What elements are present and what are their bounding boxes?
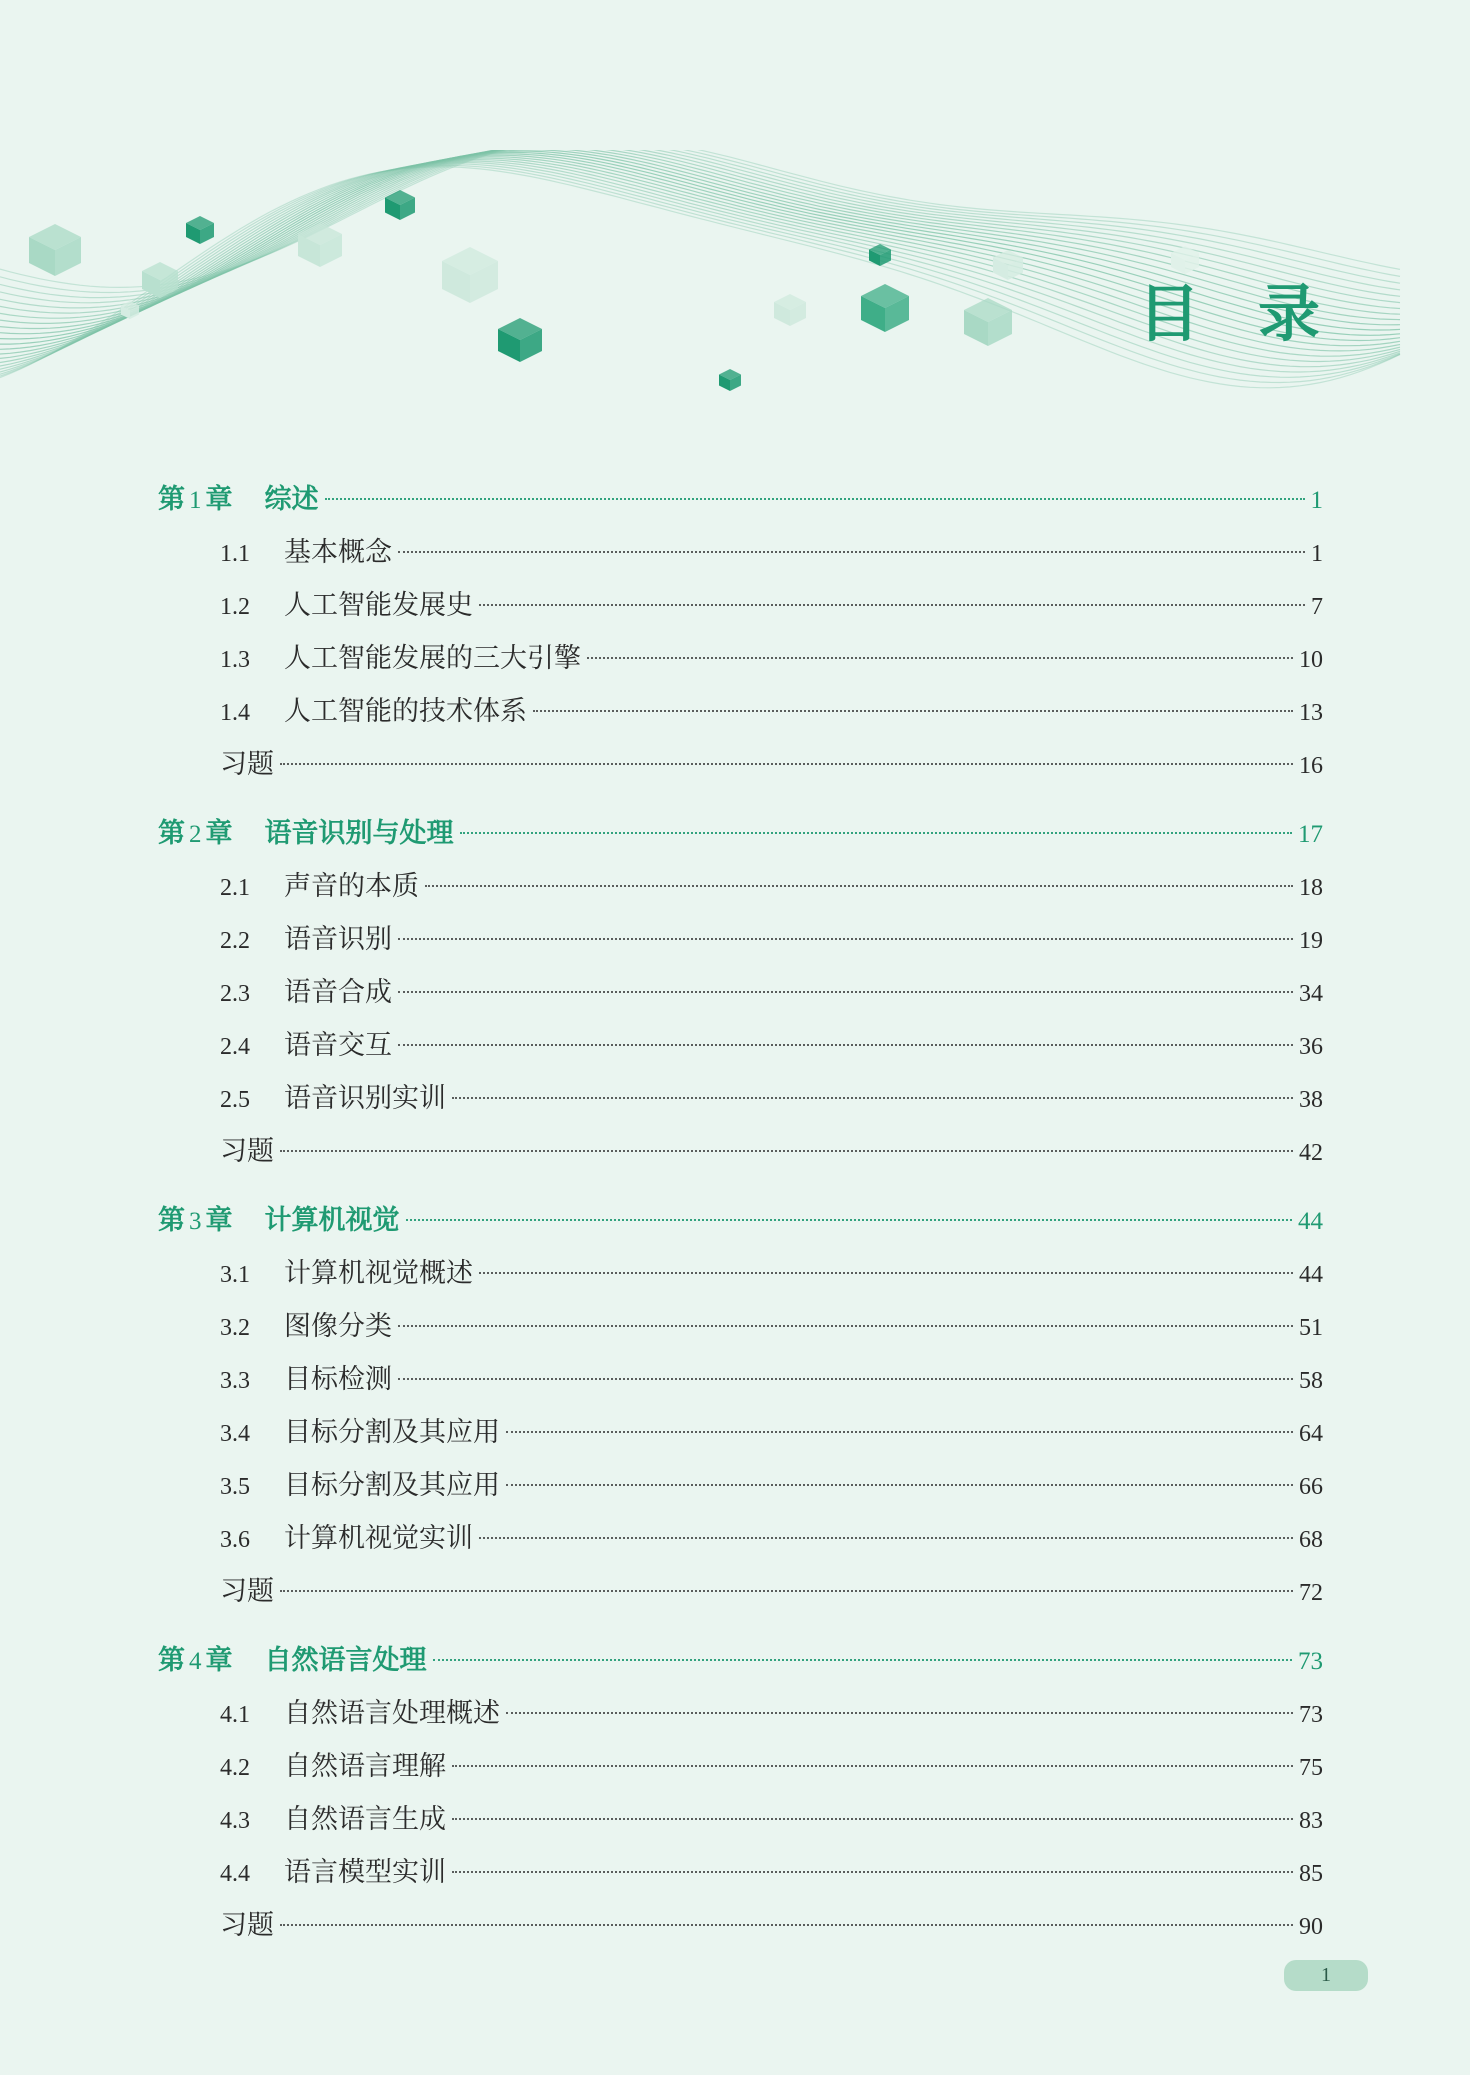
- dot-leader: [280, 762, 1293, 765]
- chapter-title: 计算机视觉: [264, 1205, 400, 1236]
- chapter-number: 3: [189, 1208, 202, 1235]
- page-number-badge: 1: [1284, 1960, 1368, 1991]
- section-entry: [158, 1353, 1323, 1406]
- section-title: 自然语言生成: [284, 1804, 446, 1835]
- dot-leader: [506, 1711, 1293, 1714]
- section-entry: [158, 1019, 1323, 1072]
- dot-leader: [280, 1589, 1293, 1592]
- section-title: 人工智能发展的三大引擎: [284, 643, 581, 674]
- section-title: 自然语言理解: [284, 1751, 446, 1782]
- section-title: 计算机视觉实训: [284, 1523, 473, 1554]
- cube-decoration: [442, 247, 498, 303]
- section-title: 目标检测: [284, 1364, 392, 1395]
- chapter-label: [158, 1194, 233, 1248]
- section-entry: [158, 860, 1323, 913]
- section-title: 语音识别: [284, 924, 392, 955]
- section-number: 3.5: [220, 1474, 250, 1500]
- dot-leader: [398, 1377, 1293, 1380]
- chapter-suffix: 章: [205, 818, 233, 849]
- section-page-number: 73: [1299, 1702, 1323, 1728]
- chapter-page-number: 44: [1298, 1208, 1323, 1235]
- dot-leader: [479, 1271, 1293, 1274]
- section-page-number: 34: [1299, 981, 1323, 1007]
- dot-leader: [325, 497, 1305, 500]
- section-page-number: 1: [1311, 541, 1323, 567]
- dot-leader: [506, 1430, 1293, 1433]
- chapter-entry: [158, 807, 1323, 860]
- section-page-number: 7: [1311, 594, 1323, 620]
- chapter-page-number: 1: [1310, 487, 1323, 514]
- section-entry: [158, 1406, 1323, 1459]
- chapter-prefix: 第: [158, 818, 185, 849]
- section-entry: [158, 685, 1323, 738]
- section-number: 1.3: [220, 647, 250, 673]
- dot-leader: [280, 1923, 1293, 1926]
- section-page-number: 36: [1299, 1034, 1323, 1060]
- chapter-title: 语音识别与处理: [264, 818, 454, 849]
- dot-leader: [587, 656, 1293, 659]
- chapter-page-number: 17: [1298, 821, 1323, 848]
- section-entry: [158, 966, 1323, 1019]
- section-number: 3.6: [220, 1527, 250, 1553]
- section-page-number: 18: [1299, 875, 1323, 901]
- section-entry: [158, 1300, 1323, 1353]
- dot-leader: [452, 1870, 1293, 1873]
- chapter-number: 1: [189, 487, 202, 514]
- section-page-number: 66: [1299, 1474, 1323, 1500]
- cube-decoration: [861, 284, 909, 332]
- dot-leader: [398, 1324, 1293, 1327]
- dot-leader: [398, 990, 1293, 993]
- chapter-suffix: 章: [205, 1205, 233, 1236]
- chapter-prefix: 第: [158, 1205, 185, 1236]
- exercise-title: 习题: [220, 1136, 274, 1167]
- section-number: 4.2: [220, 1755, 250, 1781]
- chapter-suffix: 章: [205, 1645, 233, 1676]
- section-title: 语言模型实训: [284, 1857, 446, 1888]
- section-title: 自然语言处理概述: [284, 1698, 500, 1729]
- section-entry: [158, 632, 1323, 685]
- section-entry: [158, 1247, 1323, 1300]
- section-number: 3.2: [220, 1315, 250, 1341]
- section-title: 计算机视觉概述: [284, 1258, 473, 1289]
- exercise-entry: [158, 1125, 1323, 1178]
- section-page-number: 68: [1299, 1527, 1323, 1553]
- dot-leader: [452, 1817, 1293, 1820]
- section-page-number: 90: [1299, 1914, 1323, 1940]
- exercise-title: 习题: [220, 1576, 274, 1607]
- section-entry: [158, 1793, 1323, 1846]
- dot-leader: [479, 603, 1305, 606]
- cube-decoration: [29, 224, 81, 276]
- cube-decoration: [498, 318, 542, 362]
- chapter-label: [158, 807, 233, 861]
- section-title: 目标分割及其应用: [284, 1470, 500, 1501]
- section-entry: [158, 579, 1323, 632]
- section-entry: [158, 1459, 1323, 1512]
- chapter-entry: [158, 1634, 1323, 1687]
- chapter-title: 自然语言处理: [264, 1645, 427, 1676]
- section-page-number: 13: [1299, 700, 1323, 726]
- section-number: 3.3: [220, 1368, 250, 1394]
- section-entry: [158, 526, 1323, 579]
- section-number: 4.3: [220, 1808, 250, 1834]
- chapter-label: [158, 473, 233, 527]
- section-page-number: 64: [1299, 1421, 1323, 1447]
- exercise-entry: [158, 738, 1323, 791]
- section-title: 语音合成: [284, 977, 392, 1008]
- cube-decoration: [719, 369, 741, 391]
- exercise-entry: [158, 1565, 1323, 1618]
- section-number: 3.1: [220, 1262, 250, 1288]
- chapter-entry: [158, 473, 1323, 526]
- section-entry: [158, 1072, 1323, 1125]
- section-title: 人工智能的技术体系: [284, 696, 527, 727]
- chapter-title: 综述: [264, 484, 319, 515]
- section-entry: [158, 913, 1323, 966]
- section-entry: [158, 1740, 1323, 1793]
- section-entry: [158, 1846, 1323, 1899]
- dot-leader: [398, 550, 1305, 553]
- dot-leader: [452, 1764, 1293, 1767]
- chapter-suffix: 章: [205, 484, 233, 515]
- section-number: 1.2: [220, 594, 250, 620]
- section-page-number: 16: [1299, 753, 1323, 779]
- section-number: 2.3: [220, 981, 250, 1007]
- cube-decoration: [298, 223, 342, 267]
- section-number: 4.4: [220, 1861, 250, 1887]
- cube-decoration: [964, 298, 1012, 346]
- section-entry: [158, 1687, 1323, 1740]
- section-number: 2.4: [220, 1034, 250, 1060]
- section-title: 声音的本质: [284, 871, 419, 902]
- chapter-prefix: 第: [158, 484, 185, 515]
- dot-leader: [452, 1096, 1293, 1099]
- chapter-number: 2: [189, 821, 202, 848]
- section-entry: [158, 1512, 1323, 1565]
- section-number: 1.1: [220, 541, 250, 567]
- section-title: 人工智能发展史: [284, 590, 473, 621]
- dot-leader: [398, 937, 1293, 940]
- section-page-number: 83: [1299, 1808, 1323, 1834]
- section-page-number: 10: [1299, 647, 1323, 673]
- exercise-entry: [158, 1899, 1323, 1952]
- section-page-number: 75: [1299, 1755, 1323, 1781]
- section-page-number: 42: [1299, 1140, 1323, 1166]
- section-page-number: 58: [1299, 1368, 1323, 1394]
- section-number: 2.2: [220, 928, 250, 954]
- section-title: 语音识别实训: [284, 1083, 446, 1114]
- chapter-page-number: 73: [1298, 1648, 1323, 1675]
- section-number: 2.5: [220, 1087, 250, 1113]
- dot-leader: [479, 1536, 1293, 1539]
- section-number: 4.1: [220, 1702, 250, 1728]
- exercise-title: 习题: [220, 1910, 274, 1941]
- chapter-prefix: 第: [158, 1645, 185, 1676]
- section-page-number: 51: [1299, 1315, 1323, 1341]
- dot-leader: [406, 1218, 1293, 1221]
- dot-leader: [533, 709, 1293, 712]
- section-number: 3.4: [220, 1421, 250, 1447]
- dot-leader: [398, 1043, 1293, 1046]
- section-number: 2.1: [220, 875, 250, 901]
- dot-leader: [425, 884, 1293, 887]
- section-title: 语音交互: [284, 1030, 392, 1061]
- dot-leader: [280, 1149, 1293, 1152]
- chapter-label: [158, 1634, 233, 1688]
- dot-leader: [460, 831, 1293, 834]
- section-page-number: 72: [1299, 1580, 1323, 1606]
- table-of-contents: [158, 473, 1323, 1952]
- dot-leader: [506, 1483, 1293, 1486]
- chapter-entry: [158, 1194, 1323, 1247]
- section-title: 图像分类: [284, 1311, 392, 1342]
- section-page-number: 38: [1299, 1087, 1323, 1113]
- section-page-number: 19: [1299, 928, 1323, 954]
- section-page-number: 44: [1299, 1262, 1323, 1288]
- chapter-number: 4: [189, 1648, 202, 1675]
- dot-leader: [433, 1658, 1293, 1661]
- cube-decoration: [186, 216, 214, 244]
- section-title: 基本概念: [284, 537, 392, 568]
- exercise-title: 习题: [220, 749, 274, 780]
- section-number: 1.4: [220, 700, 250, 726]
- cube-decoration: [993, 250, 1023, 280]
- cube-decoration: [774, 294, 806, 326]
- page-title: 目录: [1138, 277, 1379, 350]
- section-title: 目标分割及其应用: [284, 1417, 500, 1448]
- section-page-number: 85: [1299, 1861, 1323, 1887]
